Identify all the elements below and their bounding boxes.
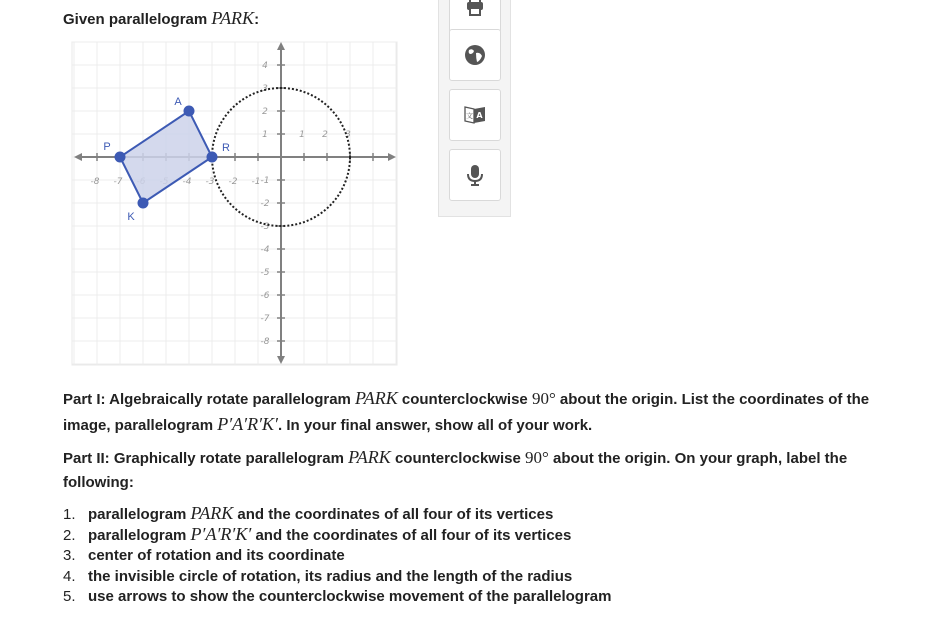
given-parallelogram-name: PARK: [211, 8, 255, 28]
part-two-instructions: [63, 445, 903, 495]
svg-text:A: A: [476, 111, 483, 120]
vertex-label-k: K: [127, 211, 135, 223]
x-tick-label: -1: [251, 177, 261, 187]
part1-text-b: counterclockwise: [397, 391, 532, 408]
part1-image-name: P′A′R′K′: [217, 414, 278, 434]
list-item-text-end: and the coordinates of all four of its vertices: [251, 526, 572, 544]
y-tick-label: -3: [260, 222, 270, 232]
y-tick-label: -1: [260, 176, 270, 186]
x-tick-label: -2: [228, 177, 238, 187]
list-item-number: 3.: [63, 547, 76, 564]
list-item: [63, 544, 611, 565]
requirements-list: [63, 503, 611, 606]
y-tick-label: -6: [260, 291, 270, 301]
list-item-text: center of rotation and its coordinate: [88, 547, 345, 564]
list-item-number: 1.: [63, 506, 76, 523]
language-button[interactable]: [449, 29, 501, 81]
coordinate-graph: [70, 40, 400, 370]
y-tick-label: -8: [260, 337, 270, 347]
part2-text-b: counterclockwise: [390, 450, 525, 467]
part2-angle: 90°: [525, 448, 549, 467]
y-tick-label: -2: [260, 199, 270, 209]
list-item-text: parallelogram: [88, 506, 191, 523]
y-tick-label: 2: [262, 107, 268, 117]
svg-text:文: 文: [466, 112, 473, 120]
microphone-button[interactable]: [449, 149, 501, 201]
part2-text-a: Part II: Graphically rotate parallelogram: [63, 450, 349, 467]
list-item-number: 4.: [63, 567, 76, 585]
vertex-point-p: [115, 152, 126, 163]
microphone-icon: [464, 163, 486, 187]
vertex-point-a: [184, 106, 195, 117]
y-tick-label: -5: [260, 268, 270, 278]
part2-text-c: about the origin. On your graph, label the following:: [63, 450, 848, 491]
x-tick-label: 2: [322, 130, 328, 140]
list-item-number: 5.: [63, 588, 76, 605]
x-tick-label: 1: [299, 130, 305, 140]
y-tick-label: 3: [262, 84, 268, 94]
x-tick-label: -3: [205, 177, 215, 187]
y-tick-label: 4: [262, 61, 268, 71]
globe-icon: [464, 44, 486, 66]
part2-parallelogram-name: PARK: [348, 447, 391, 467]
printer-icon: [464, 0, 486, 18]
list-item-text: the invisible circle of rotation, its radius and the length of the radius: [88, 567, 573, 585]
y-tick-label: -4: [260, 245, 270, 255]
given-suffix: :: [254, 11, 260, 28]
list-item-number: 2.: [63, 526, 76, 544]
list-item: [63, 503, 611, 524]
list-item: [63, 585, 611, 606]
part-one-instructions: [63, 386, 893, 438]
list-item-math: P′A′R′K′: [190, 523, 252, 544]
part1-angle: 90°: [531, 389, 556, 408]
x-tick-label: 3: [345, 130, 351, 140]
translate-button[interactable]: [449, 89, 501, 141]
translate-icon: [463, 104, 487, 126]
part1-parallelogram-name: PARK: [355, 388, 398, 408]
list-item-math: PARK: [190, 503, 234, 523]
x-tick-label: -4: [182, 177, 192, 187]
part1-text-c: about the origin. List the coordinates of the image, parallelogram: [63, 391, 870, 434]
vertex-point-k: [138, 198, 149, 209]
given-prefix: Given parallelogram: [63, 11, 212, 28]
x-tick-label: -7: [113, 177, 123, 187]
list-item-text: use arrows to show the counterclockwise movement of the parallelogram: [88, 588, 612, 605]
x-tick-label: -8: [90, 177, 100, 187]
vertex-label-r: R: [222, 142, 230, 154]
list-item: [63, 524, 611, 545]
given-statement: [63, 8, 259, 29]
list-item-text: parallelogram: [88, 526, 191, 544]
list-item-text-end: and the coordinates of all four of its vertices: [233, 506, 554, 523]
vertex-label-p: P: [103, 141, 111, 153]
part1-text-a: Part I: Algebraically rotate parallelogram: [63, 391, 356, 408]
vertex-point-r: [207, 152, 218, 163]
part1-text-d: . In your final answer, show all of your work.: [277, 417, 593, 434]
y-tick-label: 1: [262, 130, 268, 140]
tool-panel: [438, 0, 511, 217]
vertex-label-a: A: [174, 96, 182, 108]
list-item: [63, 565, 611, 586]
y-tick-label: -7: [260, 314, 270, 324]
